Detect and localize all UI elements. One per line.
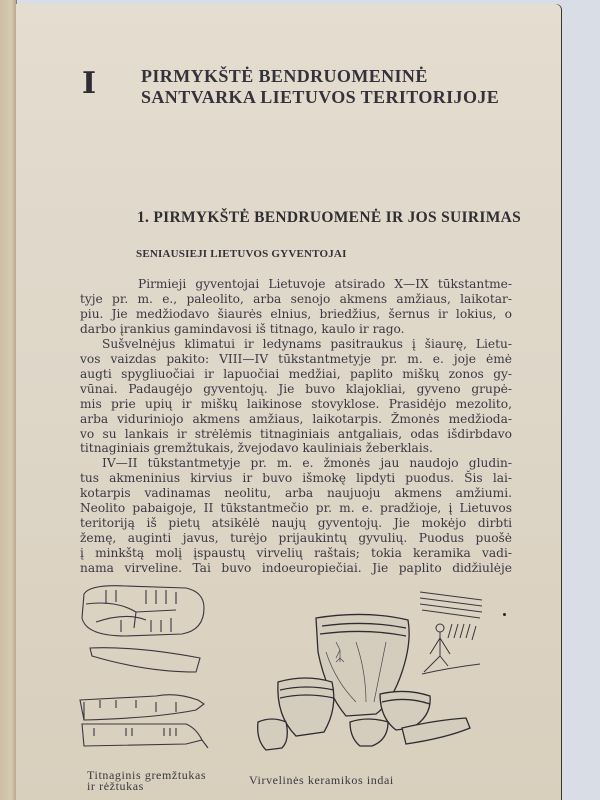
text-line: į minkštą molį įspaustų virvelių raštais; tokia keramika vadi- bbox=[80, 546, 512, 561]
subsection-title: SENIAUSIEJI LIETUVOS GYVENTOJAI bbox=[136, 248, 347, 260]
ink-speck bbox=[503, 613, 506, 616]
caption-line: ir rėžtukas bbox=[87, 779, 144, 793]
text-line: darbo įrankius gamindavosi iš titnago, kaulo ir rago. bbox=[80, 321, 405, 336]
figure-caption-pottery: Virvelinės keramikos indai bbox=[249, 773, 394, 787]
text-line: mis prie upių ir miškų laikinose stovyklose. Prasidėjo mezolito, bbox=[80, 396, 512, 411]
chapter-title bbox=[141, 66, 499, 108]
text-line: Sušvelnėjus klimatui ir ledynams pasitraukus į šiaurę, Lietu- bbox=[102, 336, 512, 351]
text-line: Neolito pabaigoje, II tūkstantmečio pr. m. e. pradžioje, į Lietuvos bbox=[80, 501, 512, 516]
paragraph-2 bbox=[80, 337, 512, 457]
text-line: žemę, auginti javus, turėjo prijaukintų gyvulių. Puodus puošė bbox=[80, 531, 512, 546]
stick-figure-rock-drawing-icon bbox=[418, 588, 488, 678]
figure-caption-flint-tools bbox=[87, 770, 206, 792]
paragraph-1 bbox=[80, 277, 512, 337]
text-line: vo su lankais ir strėlėmis titnaginiais antgaliais, odas išdirbdavo bbox=[80, 426, 512, 441]
chapter-number: I bbox=[82, 66, 97, 101]
chapter-title-line-2: SANTVARKA LIETUVOS TERITORIJOJE bbox=[141, 87, 500, 107]
text-line: tus akmeninius kirvius ir buvo išmokę lipdyti puodus. Šis lai- bbox=[80, 471, 512, 486]
flint-scraper-and-burin-icon bbox=[76, 582, 216, 752]
text-line: arba viduriniojo akmens amžiaus, laikotarpis. Žmonės medžioda- bbox=[80, 411, 512, 426]
body-text bbox=[80, 277, 512, 576]
text-line: nama virveline. Tai buvo indoeuropiečiai. Jie paplito didžiulėje bbox=[80, 561, 512, 576]
text-line: vūnai. Padaugėjo gyventojų. Jie buvo klajokliai, gyveno grupė- bbox=[80, 381, 512, 396]
text-line: titnaginiais gremžtukais, žvejodavo kauliniais žeberklais. bbox=[80, 441, 433, 456]
caption-line: Titnaginis gremžtukas bbox=[87, 768, 207, 782]
book-page bbox=[16, 4, 561, 800]
text-line: tyje pr. m. e., paleolito, arba senojo akmens amžiaus, laikotar- bbox=[80, 291, 512, 306]
text-line: IV—II tūkstantmetyje pr. m. e. žmonės jau naudojo gludin- bbox=[102, 456, 512, 471]
text-line: Pirmieji gyventojai Lietuvoje atsirado X—IX tūkstantme- bbox=[138, 277, 512, 291]
section-title: 1. PIRMYKŠTĖ BENDRUOMENĖ IR JOS SUIRIMAS bbox=[137, 209, 522, 226]
text-line: kotarpis vadinamas neolitu, arba naujuoju akmens amžiumi. bbox=[80, 486, 512, 501]
chapter-title-line-1: PIRMYKŠTĖ BENDRUOMENINĖ bbox=[141, 66, 428, 86]
text-line: teritoriją iš pietų atsikėlė naujų gyventojų. Jie mokėjo dirbti bbox=[80, 516, 512, 531]
text-line: augti spygliuočiai ir lapuočiai medžiai, paplito miškų zonos gy- bbox=[80, 366, 512, 381]
book-spine-edge bbox=[0, 0, 17, 800]
paragraph-3 bbox=[80, 456, 512, 576]
text-line: vos vaizdas pakito: VIII—IV tūkstantmetyje pr. m. e. joje ėmė bbox=[80, 351, 512, 366]
text-line: piu. Jie medžiodavo šiaurės elnius, briedžius, šernus ir lokius, o bbox=[80, 306, 512, 321]
